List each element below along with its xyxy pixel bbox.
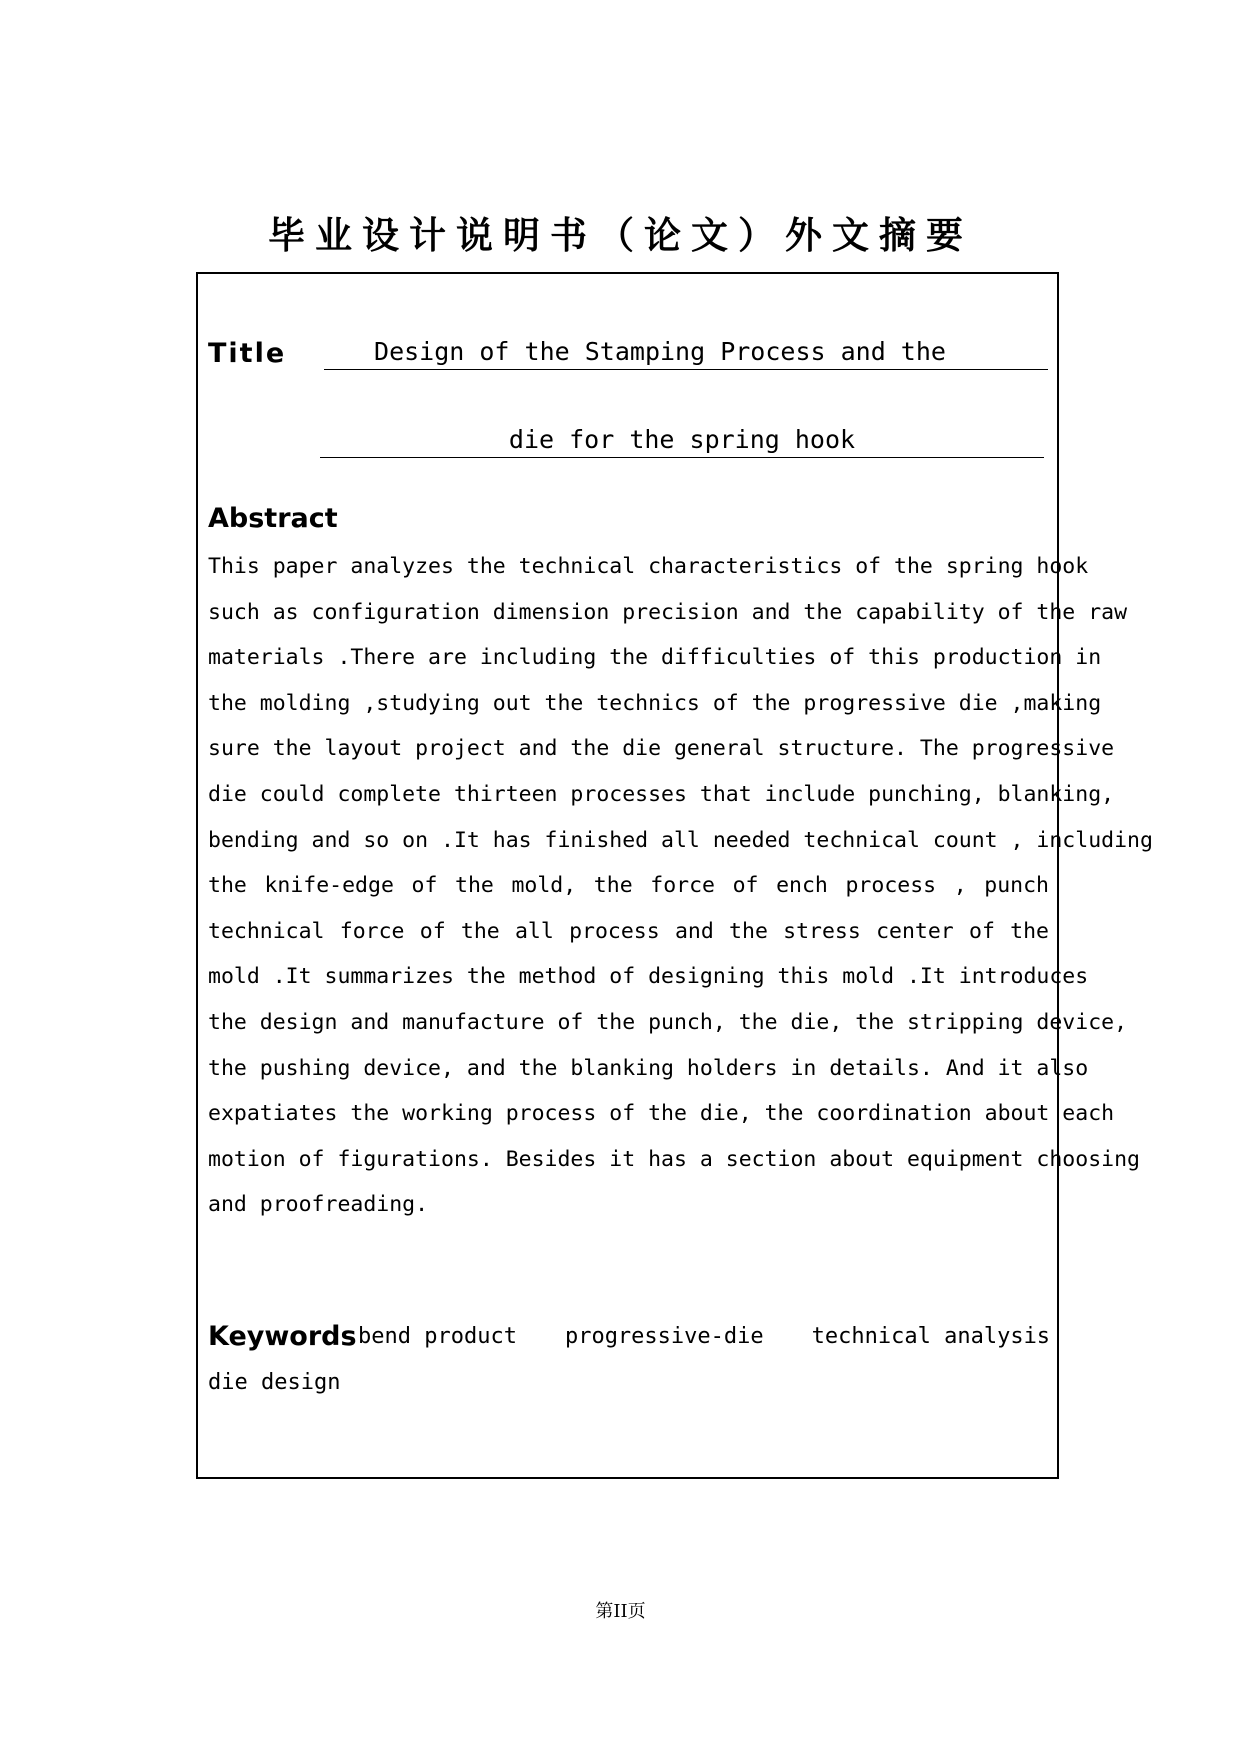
- abstract-form-frame: [196, 272, 1153, 1479]
- abstract-line: This paper analyzes the technical characteristics of the spring hook: [208, 554, 1089, 579]
- abstract-line: materials .There are including the difficulties of this production in: [208, 645, 1102, 671]
- abstract-line: motion of figurations. Besides it has a section about equipment choosing: [208, 1146, 1140, 1172]
- abstract-line: the design and manufacture of the punch, the die, the stripping device,: [208, 1009, 1128, 1035]
- abstract-line: mold .It summarizes the method of designing this mold .It introduces: [208, 964, 1089, 990]
- abstract-line: sure the layout project and the die general structure. The progressive: [208, 736, 1115, 762]
- title-line-1: Design of the Stamping Process and the: [324, 334, 1048, 370]
- abstract-body: [208, 544, 1153, 1228]
- keyword: bend product: [358, 1324, 517, 1349]
- abstract-line: technical force of the all process and the stress center of the: [208, 918, 1049, 944]
- abstract-line: expatiates the working process of the die, the coordination about each: [208, 1101, 1115, 1127]
- abstract-line: die could complete thirteen processes that include punching, blanking,: [208, 781, 1115, 807]
- abstract-line: such as configuration dimension precision and the capability of the raw: [208, 599, 1128, 625]
- keyword: die design: [208, 1370, 341, 1395]
- abstract-line: bending and so on .It has finished all needed technical count , including: [208, 827, 1153, 853]
- abstract-line: and proofreading.: [208, 1192, 429, 1218]
- abstract-line: the molding ,studying out the technics of the progressive die ,making: [208, 690, 1102, 716]
- abstract-line: the pushing device, and the blanking holders in details. And it also: [208, 1055, 1089, 1081]
- title-line-2: die for the spring hook: [320, 422, 1044, 458]
- keyword: progressive-die: [564, 1324, 764, 1349]
- keywords-label: Keywords: [208, 1321, 357, 1352]
- page-number: 第II页: [595, 1601, 646, 1622]
- page-heading: 毕业设计说明书（论文）外文摘要: [268, 214, 973, 257]
- abstract-label: Abstract: [208, 503, 338, 534]
- title-label: Title: [208, 338, 287, 369]
- keywords-list: [358, 1320, 1050, 1354]
- keyword: technical analysis: [811, 1324, 1051, 1349]
- abstract-line: the knife-edge of the mold, the force of ench process , punch: [208, 873, 1049, 899]
